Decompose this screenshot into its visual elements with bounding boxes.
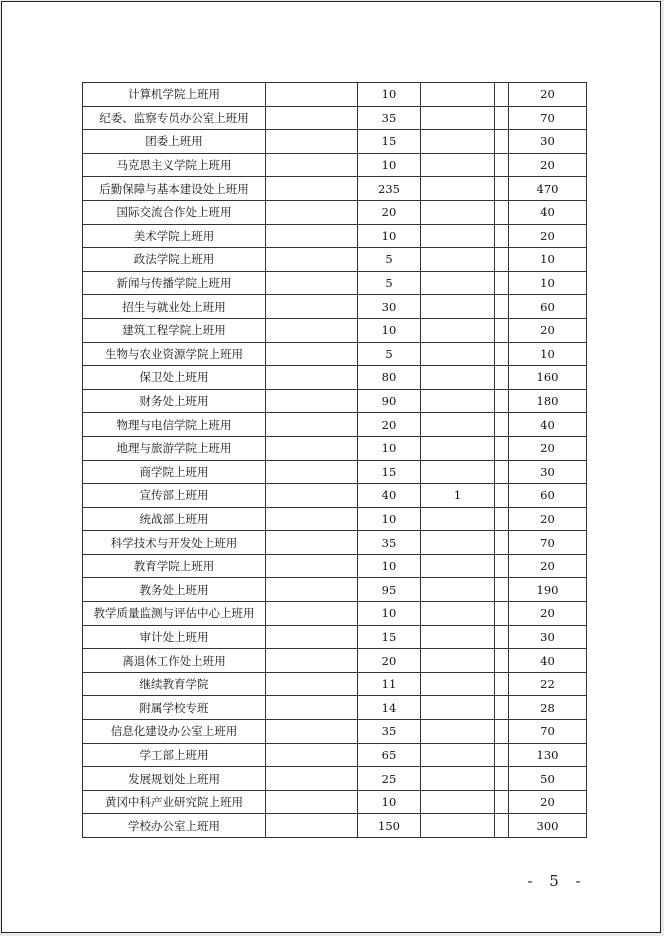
count-cell: 35 (358, 106, 421, 130)
count-cell: 5 (358, 248, 421, 272)
unit-name-cell: 计算机学院上班用 (83, 83, 266, 107)
count-cell: 15 (358, 460, 421, 484)
unit-name-cell: 建筑工程学院上班用 (83, 318, 266, 342)
extra-count-cell (421, 224, 495, 248)
extra-count-cell (421, 460, 495, 484)
unit-name-cell: 宣传部上班用 (83, 484, 266, 508)
col2-cell (266, 130, 358, 154)
extra-count-cell (421, 436, 495, 460)
unit-name-cell: 教务处上班用 (83, 578, 266, 602)
table-row (83, 814, 587, 838)
table-row (83, 767, 587, 791)
count-cell: 65 (358, 743, 421, 767)
unit-name-cell: 后勤保障与基本建设处上班用 (83, 177, 266, 201)
unit-name-cell: 审计处上班用 (83, 625, 266, 649)
col2-cell (266, 342, 358, 366)
total-cell: 22 (509, 672, 587, 696)
extra-count-cell (421, 271, 495, 295)
table-row (83, 177, 587, 201)
col2-cell (266, 814, 358, 838)
extra-count-cell (421, 790, 495, 814)
extra-count-cell (421, 389, 495, 413)
extra-count-cell (421, 130, 495, 154)
count-cell: 10 (358, 436, 421, 460)
unit-name-cell: 学校办公室上班用 (83, 814, 266, 838)
table-row (83, 413, 587, 437)
total-cell: 20 (509, 436, 587, 460)
col2-cell (266, 649, 358, 673)
extra-count-cell (421, 106, 495, 130)
count-cell: 14 (358, 696, 421, 720)
unit-name-cell: 学工部上班用 (83, 743, 266, 767)
unit-name-cell: 保卫处上班用 (83, 366, 266, 390)
table-row (83, 248, 587, 272)
unit-name-cell: 发展规划处上班用 (83, 767, 266, 791)
col2-cell (266, 106, 358, 130)
col5-cell (495, 342, 509, 366)
count-cell: 15 (358, 130, 421, 154)
table-row (83, 531, 587, 555)
total-cell: 300 (509, 814, 587, 838)
extra-count-cell (421, 578, 495, 602)
col2-cell (266, 484, 358, 508)
col2-cell (266, 507, 358, 531)
unit-name-cell: 马克思主义学院上班用 (83, 153, 266, 177)
total-cell: 130 (509, 743, 587, 767)
table-row (83, 578, 587, 602)
count-cell: 90 (358, 389, 421, 413)
col2-cell (266, 248, 358, 272)
col2-cell (266, 460, 358, 484)
col5-cell (495, 248, 509, 272)
document-page (1, 1, 661, 933)
count-cell: 235 (358, 177, 421, 201)
col5-cell (495, 460, 509, 484)
col5-cell (495, 436, 509, 460)
extra-count-cell (421, 248, 495, 272)
col5-cell (495, 554, 509, 578)
col5-cell (495, 318, 509, 342)
extra-count-cell (421, 814, 495, 838)
total-cell: 40 (509, 649, 587, 673)
count-cell: 10 (358, 507, 421, 531)
count-cell: 25 (358, 767, 421, 791)
total-cell: 60 (509, 484, 587, 508)
col2-cell (266, 554, 358, 578)
unit-name-cell: 科学技术与开发处上班用 (83, 531, 266, 555)
col2-cell (266, 177, 358, 201)
total-cell: 20 (509, 554, 587, 578)
col2-cell (266, 696, 358, 720)
unit-name-cell: 教育学院上班用 (83, 554, 266, 578)
col2-cell (266, 83, 358, 107)
table-row (83, 389, 587, 413)
unit-name-cell: 团委上班用 (83, 130, 266, 154)
col5-cell (495, 743, 509, 767)
extra-count-cell (421, 602, 495, 626)
col5-cell (495, 130, 509, 154)
total-cell: 20 (509, 507, 587, 531)
count-cell: 40 (358, 484, 421, 508)
col2-cell (266, 531, 358, 555)
count-cell: 20 (358, 413, 421, 437)
extra-count-cell (421, 720, 495, 744)
col5-cell (495, 83, 509, 107)
count-cell: 10 (358, 224, 421, 248)
col2-cell (266, 366, 358, 390)
col2-cell (266, 318, 358, 342)
extra-count-cell (421, 507, 495, 531)
col2-cell (266, 200, 358, 224)
total-cell: 30 (509, 130, 587, 154)
unit-name-cell: 地理与旅游学院上班用 (83, 436, 266, 460)
col2-cell (266, 436, 358, 460)
col2-cell (266, 271, 358, 295)
table-row (83, 436, 587, 460)
col2-cell (266, 389, 358, 413)
extra-count-cell (421, 342, 495, 366)
col2-cell (266, 602, 358, 626)
col2-cell (266, 767, 358, 791)
unit-name-cell: 离退休工作处上班用 (83, 649, 266, 673)
table-row (83, 200, 587, 224)
extra-count-cell (421, 531, 495, 555)
table-row (83, 83, 587, 107)
col2-cell (266, 153, 358, 177)
table-row (83, 790, 587, 814)
total-cell: 160 (509, 366, 587, 390)
col5-cell (495, 790, 509, 814)
total-cell: 20 (509, 790, 587, 814)
count-cell: 20 (358, 200, 421, 224)
extra-count-cell (421, 413, 495, 437)
total-cell: 10 (509, 248, 587, 272)
table-row (83, 484, 587, 508)
count-cell: 30 (358, 295, 421, 319)
table-row (83, 602, 587, 626)
extra-count-cell (421, 672, 495, 696)
unit-name-cell: 信息化建设办公室上班用 (83, 720, 266, 744)
col5-cell (495, 389, 509, 413)
col5-cell (495, 531, 509, 555)
table-row (83, 649, 587, 673)
total-cell: 30 (509, 625, 587, 649)
unit-name-cell: 纪委、监察专员办公室上班用 (83, 106, 266, 130)
unit-name-cell: 继续教育学院 (83, 672, 266, 696)
col5-cell (495, 767, 509, 791)
total-cell: 180 (509, 389, 587, 413)
table-row (83, 625, 587, 649)
table-row (83, 672, 587, 696)
extra-count-cell (421, 366, 495, 390)
unit-name-cell: 黄冈中科产业研究院上班用 (83, 790, 266, 814)
extra-count-cell (421, 767, 495, 791)
unit-name-cell: 生物与农业资源学院上班用 (83, 342, 266, 366)
extra-count-cell (421, 153, 495, 177)
unit-name-cell: 物理与电信学院上班用 (83, 413, 266, 437)
col5-cell (495, 484, 509, 508)
total-cell: 20 (509, 602, 587, 626)
extra-count-cell: 1 (421, 484, 495, 508)
extra-count-cell (421, 295, 495, 319)
unit-name-cell: 美术学院上班用 (83, 224, 266, 248)
total-cell: 20 (509, 153, 587, 177)
unit-name-cell: 政法学院上班用 (83, 248, 266, 272)
col5-cell (495, 271, 509, 295)
total-cell: 50 (509, 767, 587, 791)
col5-cell (495, 649, 509, 673)
count-cell: 10 (358, 83, 421, 107)
col2-cell (266, 578, 358, 602)
total-cell: 20 (509, 318, 587, 342)
count-cell: 35 (358, 531, 421, 555)
table-row (83, 366, 587, 390)
table-row (83, 130, 587, 154)
col2-cell (266, 720, 358, 744)
table-row (83, 271, 587, 295)
count-cell: 5 (358, 271, 421, 295)
table-row (83, 153, 587, 177)
col5-cell (495, 720, 509, 744)
table-row (83, 342, 587, 366)
extra-count-cell (421, 743, 495, 767)
col5-cell (495, 177, 509, 201)
col5-cell (495, 507, 509, 531)
col5-cell (495, 106, 509, 130)
unit-name-cell: 统战部上班用 (83, 507, 266, 531)
count-cell: 10 (358, 554, 421, 578)
col5-cell (495, 814, 509, 838)
extra-count-cell (421, 83, 495, 107)
total-cell: 70 (509, 720, 587, 744)
col2-cell (266, 790, 358, 814)
total-cell: 10 (509, 271, 587, 295)
count-cell: 150 (358, 814, 421, 838)
table-row (83, 720, 587, 744)
count-cell: 10 (358, 318, 421, 342)
count-cell: 15 (358, 625, 421, 649)
col5-cell (495, 696, 509, 720)
col5-cell (495, 224, 509, 248)
count-cell: 10 (358, 790, 421, 814)
col2-cell (266, 672, 358, 696)
extra-count-cell (421, 696, 495, 720)
extra-count-cell (421, 177, 495, 201)
table-row (83, 318, 587, 342)
count-cell: 35 (358, 720, 421, 744)
count-cell: 95 (358, 578, 421, 602)
col5-cell (495, 200, 509, 224)
total-cell: 20 (509, 83, 587, 107)
count-cell: 10 (358, 602, 421, 626)
total-cell: 20 (509, 224, 587, 248)
col5-cell (495, 602, 509, 626)
col2-cell (266, 625, 358, 649)
col5-cell (495, 366, 509, 390)
table-row (83, 507, 587, 531)
col2-cell (266, 224, 358, 248)
col5-cell (495, 295, 509, 319)
col5-cell (495, 578, 509, 602)
unit-name-cell: 附属学校专班 (83, 696, 266, 720)
page-number: - 5 - (527, 872, 587, 890)
unit-name-cell: 招生与就业处上班用 (83, 295, 266, 319)
count-cell: 10 (358, 153, 421, 177)
extra-count-cell (421, 200, 495, 224)
col5-cell (495, 672, 509, 696)
table-row (83, 554, 587, 578)
total-cell: 60 (509, 295, 587, 319)
col5-cell (495, 625, 509, 649)
total-cell: 40 (509, 200, 587, 224)
unit-name-cell: 财务处上班用 (83, 389, 266, 413)
table-row (83, 743, 587, 767)
table-row (83, 696, 587, 720)
col5-cell (495, 413, 509, 437)
table-row (83, 106, 587, 130)
total-cell: 10 (509, 342, 587, 366)
unit-name-cell: 教学质量监测与评估中心上班用 (83, 602, 266, 626)
extra-count-cell (421, 554, 495, 578)
extra-count-cell (421, 649, 495, 673)
unit-name-cell: 国际交流合作处上班用 (83, 200, 266, 224)
total-cell: 40 (509, 413, 587, 437)
count-cell: 20 (358, 649, 421, 673)
total-cell: 470 (509, 177, 587, 201)
total-cell: 30 (509, 460, 587, 484)
col2-cell (266, 295, 358, 319)
allocation-table (82, 82, 587, 838)
unit-name-cell: 新闻与传播学院上班用 (83, 271, 266, 295)
col2-cell (266, 413, 358, 437)
table-row (83, 224, 587, 248)
extra-count-cell (421, 625, 495, 649)
table-row (83, 295, 587, 319)
total-cell: 70 (509, 106, 587, 130)
count-cell: 5 (358, 342, 421, 366)
extra-count-cell (421, 318, 495, 342)
total-cell: 28 (509, 696, 587, 720)
count-cell: 80 (358, 366, 421, 390)
unit-name-cell: 商学院上班用 (83, 460, 266, 484)
count-cell: 11 (358, 672, 421, 696)
total-cell: 190 (509, 578, 587, 602)
col5-cell (495, 153, 509, 177)
table-body (83, 83, 587, 838)
col2-cell (266, 743, 358, 767)
table-row (83, 460, 587, 484)
total-cell: 70 (509, 531, 587, 555)
